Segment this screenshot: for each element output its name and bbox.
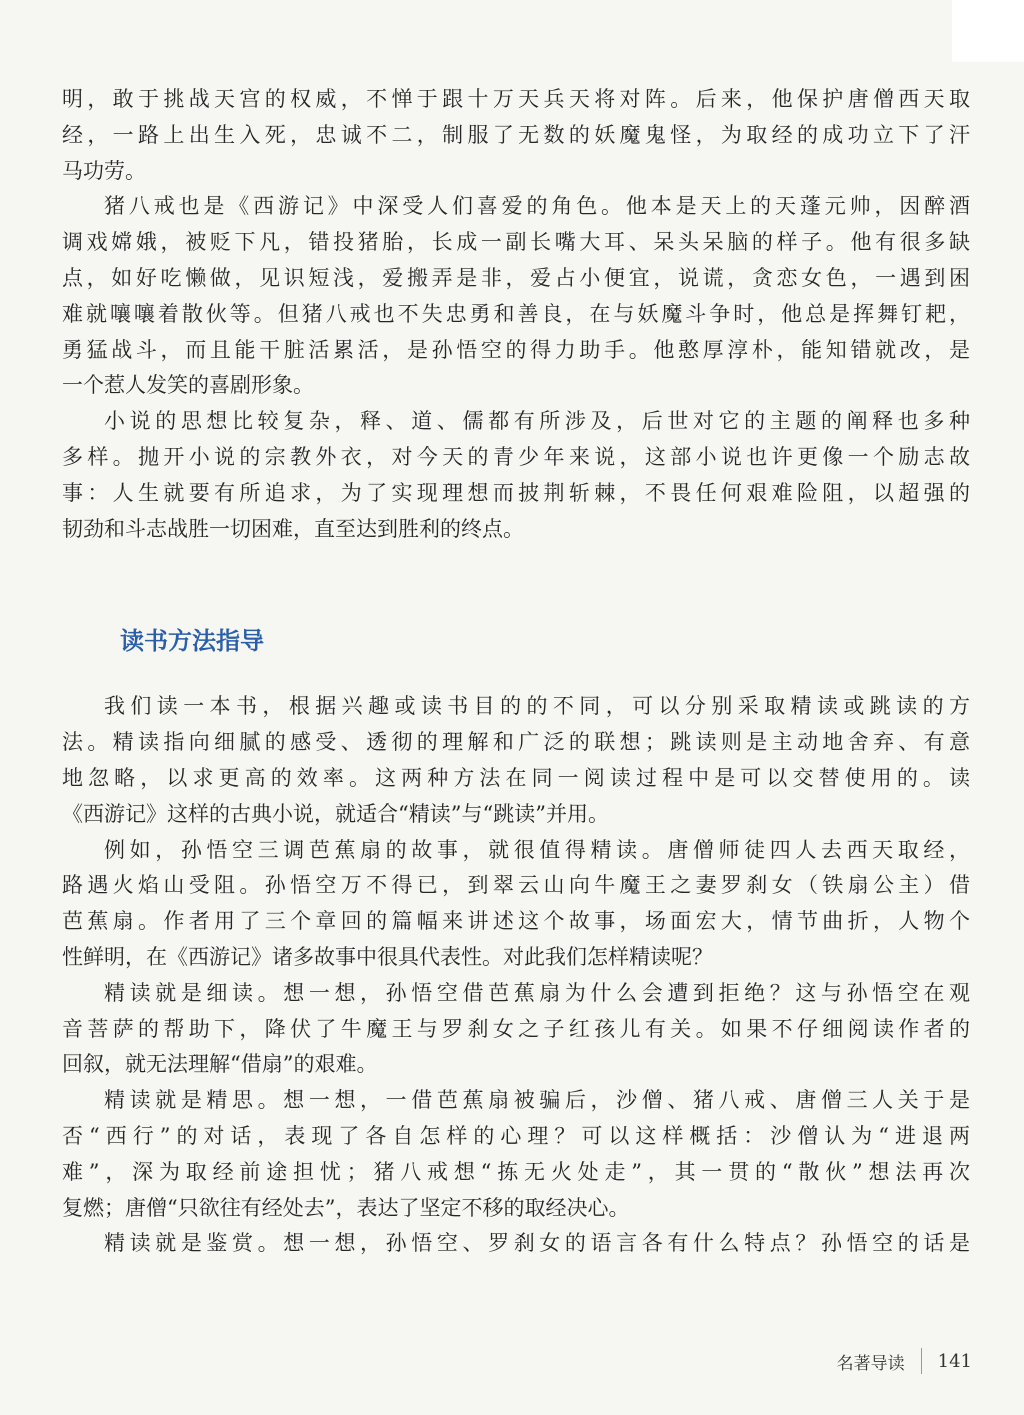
text-line: 马功劳。: [62, 158, 146, 183]
text-line: 精读就是细读。想一想，孙悟空借芭蕉扇为什么会遭到拒绝？这与孙悟空在观: [104, 980, 970, 1005]
text-line: 性鲜明，在《西游记》诸多故事中很具代表性。对此我们怎样精读呢？: [62, 944, 713, 969]
text-line: 韧劲和斗志战胜一切困难，直至达到胜利的终点。: [62, 516, 524, 541]
page-footer: [837, 1348, 972, 1374]
scan-corner: [952, 0, 1024, 62]
text-line: 我们读一本书，根据兴趣或读书目的的不同，可以分别采取精读或跳读的方: [104, 694, 970, 719]
text-line: 多样。抛开小说的宗教外衣，对今天的青少年来说，这部小说也许更像一个励志故: [62, 444, 970, 469]
text-line: 调戏嫦娥，被贬下凡，错投猪胎，长成一副长嘴大耳、呆头呆脑的样子。他有很多缺: [62, 230, 970, 255]
text-line: 精读就是鉴赏。想一想，孙悟空、罗刹女的语言各有什么特点？孙悟空的话是: [104, 1231, 970, 1256]
text-line: 事：人生就要有所追求，为了实现理想而披荆斩棘，不畏任何艰难险阻，以超强的: [62, 480, 970, 505]
text-line: 勇猛战斗，而且能干脏活累活，是孙悟空的得力助手。他憨厚淳朴，能知错就改，是: [62, 337, 970, 362]
text-line: 难就嚷嚷着散伙等。但猪八戒也不失忠勇和善良，在与妖魔斗争时，他总是挥舞钉耙，: [62, 301, 970, 326]
paragraph: [62, 82, 970, 189]
paragraph: [62, 1226, 970, 1262]
text-line: 难”，深为取经前途担忧；猪八戒想“拣无火处走”，其一贯的“散伙”想法再次: [62, 1159, 970, 1184]
text-line: 路遇火焰山受阻。孙悟空万不得已，到翠云山向牛魔王之妻罗刹女（铁扇公主）借: [62, 873, 970, 898]
paragraph: [62, 1083, 970, 1226]
paragraph: [62, 976, 970, 1083]
text-line: 法。精读指向细腻的感受、透彻的理解和广泛的联想；跳读则是主动地舍弃、有意: [62, 730, 970, 755]
text-line: 例如，孙悟空三调芭蕉扇的故事，就很值得精读。唐僧师徒四人去西天取经，: [104, 837, 970, 862]
text-line: 地忽略，以求更高的效率。这两种方法在同一阅读过程中是可以交替使用的。读: [62, 765, 970, 790]
text-line: 小说的思想比较复杂，释、道、儒都有所涉及，后世对它的主题的阐释也多种: [104, 409, 970, 434]
book-title: 名著导读: [836, 1353, 905, 1374]
text-line: 一个惹人发笑的喜剧形象。: [62, 373, 314, 398]
page-body: [62, 82, 970, 1262]
paragraph: [62, 189, 970, 404]
paragraph: [62, 404, 970, 547]
text-line: 芭蕉扇。作者用了三个章回的篇幅来讲述这个故事，场面宏大，情节曲折，人物个: [62, 909, 970, 934]
text-line: 精读就是精思。想一想，一借芭蕉扇被骗后，沙僧、猪八戒、唐僧三人关于是: [104, 1088, 970, 1113]
paragraph: [62, 689, 970, 832]
text-line: 点，如好吃懒做，见识短浅，爱搬弄是非，爱占小便宜，说谎，贪恋女色，一遇到困: [62, 265, 970, 290]
text-line: 回叙，就无法理解“借扇”的艰难。: [62, 1052, 378, 1077]
page-number: 141: [937, 1350, 972, 1372]
text-line: 经，一路上出生入死，忠诚不二，制服了无数的妖魔鬼怪，为取经的成功立下了汗: [62, 122, 970, 147]
section-heading: 读书方法指导: [120, 626, 264, 656]
text-line: 音菩萨的帮助下，降伏了牛魔王与罗刹女之子红孩儿有关。如果不仔细阅读作者的: [62, 1016, 970, 1041]
text-line: 《西游记》这样的古典小说，就适合“精读”与“跳读”并用。: [62, 801, 609, 826]
paragraph: [62, 833, 970, 976]
text-section-bottom: [62, 689, 970, 1262]
text-line: 猪八戒也是《西游记》中深受人们喜爱的角色。他本是天上的天蓬元帅，因醉酒: [104, 194, 970, 219]
text-line: 明，敢于挑战天宫的权威，不惮于跟十万天兵天将对阵。后来，他保护唐僧西天取: [62, 87, 970, 111]
text-line: 复燃；唐僧“只欲往有经处去”，表达了坚定不移的取经决心。: [62, 1195, 630, 1220]
text-section-top: [62, 82, 970, 547]
footer-divider: [921, 1348, 922, 1374]
text-line: 否“西行”的对话，表现了各自怎样的心理？可以这样概括：沙僧认为“进退两: [62, 1123, 970, 1148]
